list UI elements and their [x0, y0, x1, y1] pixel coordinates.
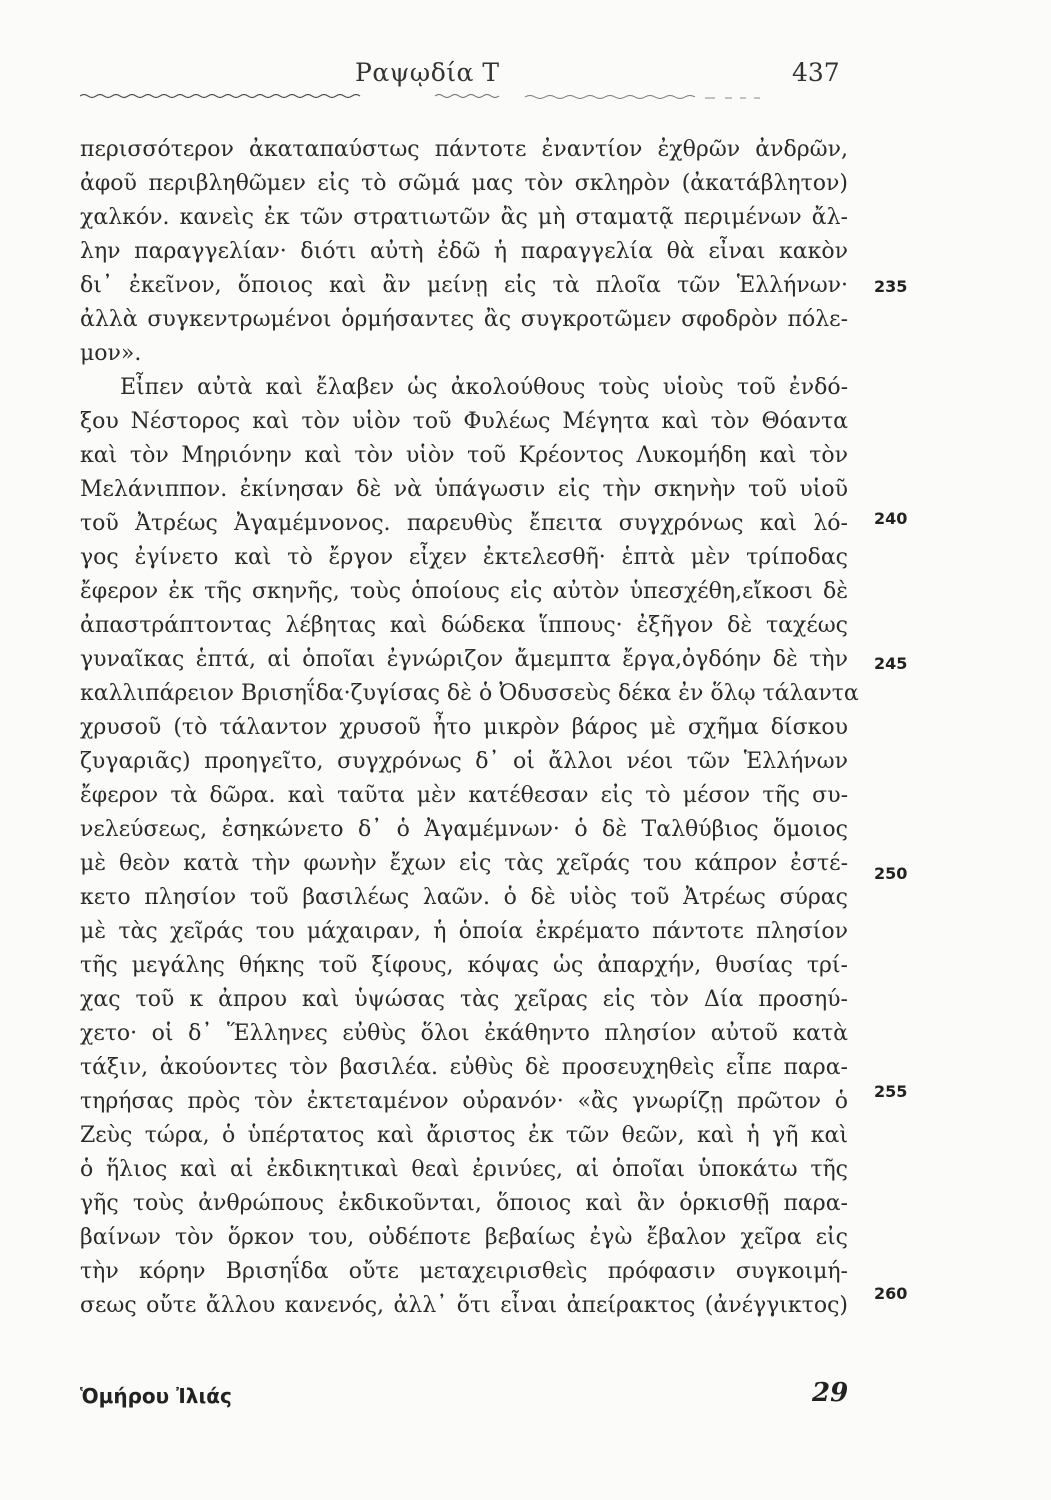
header-rule	[80, 92, 770, 102]
text-line: Μελάνιππον. ἐκίνησαν δὲ νὰ ὑπάγωσιν εἰς τὴν σκηνὴν τοῦ υἱοῦ	[80, 477, 848, 502]
verse-line-number: 260	[874, 1284, 908, 1303]
text-line: Ζεὺς τώρα, ὁ ὑπέρτατος καὶ ἄριστος ἐκ τῶν θεῶν, καὶ ἡ γῆ καὶ	[80, 1123, 848, 1148]
text-line: ξου Νέστορος καὶ τὸν υἱὸν τοῦ Φυλέως Μέγητα καὶ τὸν Θόαντα	[80, 409, 848, 434]
gathering-signature-number: 29	[812, 1378, 849, 1408]
text-line: γος ἐγίνετο καὶ τὸ ἔργον εἶχεν ἐκτελεσθῆ· ἑπτὰ μὲν τρίποδας	[80, 545, 848, 570]
text-line: τῆς μεγάλης θήκης τοῦ ξίφους, κόψας ὡς ἀπαρχήν, θυσίας τρί-	[80, 953, 848, 978]
text-line: χετο· οἱ δ᾽ Ἕλληνες εὐθὺς ὅλοι ἐκάθηντο πλησίον αὐτοῦ κατὰ	[80, 1021, 848, 1046]
text-line: καὶ τὸν Μηριόνην καὶ τὸν υἱὸν τοῦ Κρέοντος Λυκομήδη καὶ τὸν	[80, 443, 848, 468]
text-line: δι᾽ ἐκεῖνον, ὅποιος καὶ ἂν μείνῃ εἰς τὰ πλοῖα τῶν Ἑλλήνων·	[80, 273, 848, 298]
text-line: ἔφερον ἐκ τῆς σκηνῆς, τοὺς ὁποίους εἰς αὐτὸν ὑπεσχέθη,εἴκοσι δὲ	[80, 579, 848, 604]
text-line: χας τοῦ κ ἀπρου καὶ ὑψώσας τὰς χεῖρας εἰς τὸν Δία προσηύ-	[80, 987, 848, 1012]
verse-line-number: 240	[874, 509, 908, 528]
text-line: τὴν κόρην Βρισηΐδα οὔτε μεταχειρισθεὶς πρόφασιν συγκοιμή-	[80, 1259, 848, 1284]
text-line: ἀφοῦ περιβληθῶμεν εἰς τὸ σῶμά μας τὸν σκληρὸν (ἀκατάβλητον)	[80, 171, 848, 196]
text-line: χαλκόν. κανεὶς ἐκ τῶν στρατιωτῶν ἂς μὴ σταματᾷ περιμένων ἄλ-	[80, 205, 848, 230]
text-line: κετο πλησίον τοῦ βασιλέως λαῶν. ὁ δὲ υἱὸς τοῦ Ἀτρέως σύρας	[80, 885, 848, 910]
running-head-title: Ραψῳδία Τ	[355, 58, 500, 87]
verse-line-number: 255	[874, 1082, 908, 1101]
text-line: νελεύσεως, ἐσηκώνετο δ᾽ ὁ Ἀγαμέμνων· ὁ δὲ Ταλθύβιος ὅμοιος	[80, 817, 848, 842]
text-line: μὲ τὰς χεῖράς του μάχαιραν, ἡ ὁποία ἐκρέματο πάντοτε πλησίον	[80, 919, 848, 944]
text-line: καλλιπάρειον Βρισηΐδα·ζυγίσας δὲ ὁ Ὀδυσσεὺς δέκα ἐν ὅλῳ τάλαντα	[80, 681, 859, 706]
text-line: τοῦ Ἀτρέως Ἀγαμέμνονος. παρευθὺς ἔπειτα συγχρόνως καὶ λό-	[80, 511, 848, 536]
text-line: τάξιν, ἀκούοντες τὸν βασιλέα. εὐθὺς δὲ προσευχηθεὶς εἶπε παρα-	[80, 1055, 848, 1080]
verse-line-number: 245	[874, 654, 908, 673]
text-line: ἀπαστράπτοντας λέβητας καὶ δώδεκα ἵππους· ἐξῆγον δὲ ταχέως	[80, 613, 848, 638]
text-line: γυναῖκας ἑπτά, αἱ ὁποῖαι ἐγνώριζον ἄμεμπτα ἔργα,ὀγδόην δὲ τὴν	[80, 647, 848, 672]
book-signature-title: Ὁμήρου Ἰλιάς	[80, 1384, 232, 1408]
text-line: μον».	[80, 341, 142, 366]
page-number: 437	[792, 58, 840, 87]
verse-line-number: 250	[874, 864, 908, 883]
text-line: ζυγαριᾶς) προηγεῖτο, συγχρόνως δ᾽ οἱ ἄλλοι νέοι τῶν Ἑλλήνων	[80, 749, 848, 774]
text-line: βαίνων τὸν ὅρκον του, οὐδέποτε βεβαίως ἐγὼ ἔβαλον χεῖρα εἰς	[80, 1225, 848, 1250]
text-line: σεως οὔτε ἄλλου κανενός, ἀλλ᾽ ὅτι εἶναι ἀπείρακτος (ἀνέγγικτος)	[80, 1293, 848, 1318]
text-line: ἔφερον τὰ δῶρα. καὶ ταῦτα μὲν κατέθεσαν εἰς τὸ μέσον τῆς συ-	[80, 783, 848, 808]
text-line: χρυσοῦ (τὸ τάλαντον χρυσοῦ ἦτο μικρὸν βάρος μὲ σχῆμα δίσκου	[80, 715, 848, 740]
text-line: ὁ ἥλιος καὶ αἱ ἐκδικητικαὶ θεαὶ ἐρινύες, αἱ ὁποῖαι ὑποκάτω τῆς	[80, 1157, 848, 1182]
text-line: τηρήσας πρὸς τὸν ἐκτεταμένον οὐρανόν· «ἂς γνωρίζῃ πρῶτον ὁ	[80, 1089, 848, 1114]
text-line: μὲ θεὸν κατὰ τὴν φωνὴν ἔχων εἰς τὰς χεῖράς του κάπρον ἐστέ-	[80, 851, 848, 876]
verse-line-number: 235	[874, 277, 908, 296]
text-line: Εἶπεν αὐτὰ καὶ ἔλαβεν ὡς ἀκολούθους τοὺς υἱοὺς τοῦ ἐνδό-	[120, 375, 848, 400]
text-line: ἀλλὰ συγκεντρωμένοι ὁρμήσαντες ἂς συγκροτῶμεν σφοδρὸν πόλε-	[80, 307, 848, 332]
text-line: περισσότερον ἀκαταπαύστως πάντοτε ἐναντίον ἐχθρῶν ἀνδρῶν,	[80, 137, 848, 162]
text-line: λην παραγγελίαν· διότι αὐτὴ ἐδῶ ἡ παραγγελία θὰ εἶναι κακὸν	[80, 239, 848, 264]
text-line: γῆς τοὺς ἀνθρώπους ἐκδικοῦνται, ὅποιος καὶ ἂν ὁρκισθῇ παρα-	[80, 1191, 848, 1216]
